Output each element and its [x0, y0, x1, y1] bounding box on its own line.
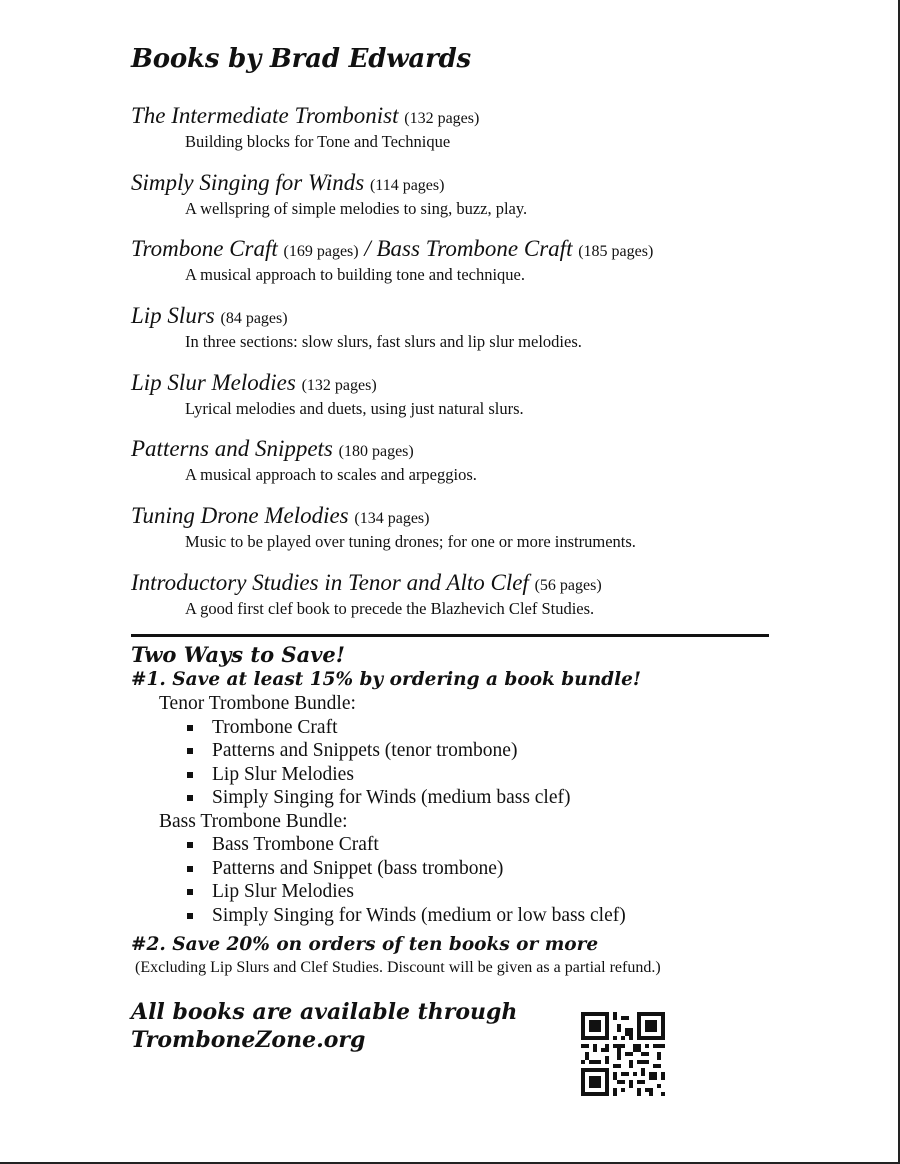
- book-pages: (114 pages): [369, 176, 445, 194]
- offer-two-note: (Excluding Lip Slurs and Clef Studies. Discount will be given as a partial refund.): [135, 959, 661, 976]
- book-pages: (56 pages): [534, 576, 602, 594]
- book-entry: [131, 502, 831, 569]
- book-description: A musical approach to building tone and technique.: [185, 265, 525, 285]
- book-description: Building blocks for Tone and Technique: [185, 132, 451, 151]
- bullet-icon: [187, 889, 193, 895]
- book-title: Patterns and Snippets: [131, 436, 333, 462]
- book-title: Simply Singing for Winds: [131, 169, 365, 195]
- bullet-icon: [187, 842, 193, 848]
- book-description: Music to be played over tuning drones; for one or more instruments.: [185, 532, 636, 552]
- qr-code-icon[interactable]: [581, 1012, 665, 1096]
- book-entry: [131, 302, 831, 369]
- book-entry: [131, 235, 831, 302]
- availability-note: [131, 998, 561, 1054]
- book-title: Lip Slurs: [131, 303, 215, 329]
- section-divider: [131, 634, 769, 637]
- availability-line: All books are available through: [131, 999, 518, 1025]
- book-title: Tuning Drone Melodies: [131, 503, 349, 529]
- savings-heading: Two Ways to Save!: [131, 642, 345, 667]
- offer-two-heading: #2. Save 20% on orders of ten books or more: [131, 934, 599, 955]
- bundle-title-bass: Bass Trombone Bundle:: [159, 810, 348, 832]
- bundle-item: Trombone Craft: [187, 716, 851, 740]
- bullet-icon: [187, 772, 193, 778]
- book-pages: (169 pages): [283, 243, 359, 261]
- book-description: A wellspring of simple melodies to sing, buzz, play.: [185, 198, 528, 218]
- page-title: Books by Brad Edwards: [131, 44, 471, 74]
- bundle-item: Lip Slur Melodies: [187, 763, 851, 787]
- bullet-icon: [187, 913, 193, 919]
- book-description: A good first clef book to precede the Blazhevich Clef Studies.: [185, 598, 595, 618]
- book-entry: [131, 369, 831, 436]
- bullet-icon: [187, 866, 193, 872]
- book-entry: [131, 102, 831, 169]
- book-description: Lyrical melodies and duets, using just natural slurs.: [185, 398, 524, 418]
- book-pages: (134 pages): [354, 510, 430, 528]
- bullet-icon: [187, 748, 193, 754]
- bullet-icon: [187, 725, 193, 731]
- savings-section: [131, 642, 851, 979]
- bundle-title-tenor: Tenor Trombone Bundle:: [159, 693, 356, 714]
- bullet-icon: [187, 795, 193, 801]
- bundle-item: Patterns and Snippets (tenor trombone): [187, 739, 851, 763]
- bundle-item: Patterns and Snippet (bass trombone): [187, 857, 851, 881]
- book-title: Trombone Craft: [131, 236, 278, 262]
- book-list: [131, 102, 831, 636]
- book-entry: [131, 569, 831, 636]
- book-pages: (84 pages): [220, 310, 288, 328]
- bundle-item: Bass Trombone Craft: [187, 833, 851, 857]
- book-description: A musical approach to scales and arpeggios.: [185, 465, 477, 485]
- bundle-item: Simply Singing for Winds (medium bass clef): [187, 786, 851, 810]
- book-title: Introductory Studies in Tenor and Alto Clef: [131, 569, 529, 595]
- bundle-item: Simply Singing for Winds (medium or low bass clef): [187, 904, 851, 928]
- bundle-list-tenor: [131, 716, 851, 810]
- bundle-list-bass: [131, 833, 851, 927]
- bundle-item: Lip Slur Melodies: [187, 880, 851, 904]
- book-title: The Intermediate Trombonist: [131, 103, 399, 128]
- book-title: Lip Slur Melodies: [131, 369, 296, 395]
- book-entry: [131, 169, 831, 236]
- book-pages: (132 pages): [404, 110, 480, 127]
- book-entry: [131, 435, 831, 502]
- book-title-alt: Bass Trombone Craft: [376, 236, 573, 262]
- book-description: In three sections: slow slurs, fast slurs and lip slur melodies.: [185, 332, 582, 352]
- book-pages: (180 pages): [338, 443, 414, 461]
- website-link[interactable]: TromboneZone.org: [131, 1027, 366, 1053]
- book-pages-alt: (185 pages): [578, 243, 654, 261]
- book-pages: (132 pages): [301, 376, 377, 394]
- title-separator: /: [358, 236, 377, 262]
- offer-one-heading: #1. Save at least 15% by ordering a book bundle!: [131, 669, 641, 690]
